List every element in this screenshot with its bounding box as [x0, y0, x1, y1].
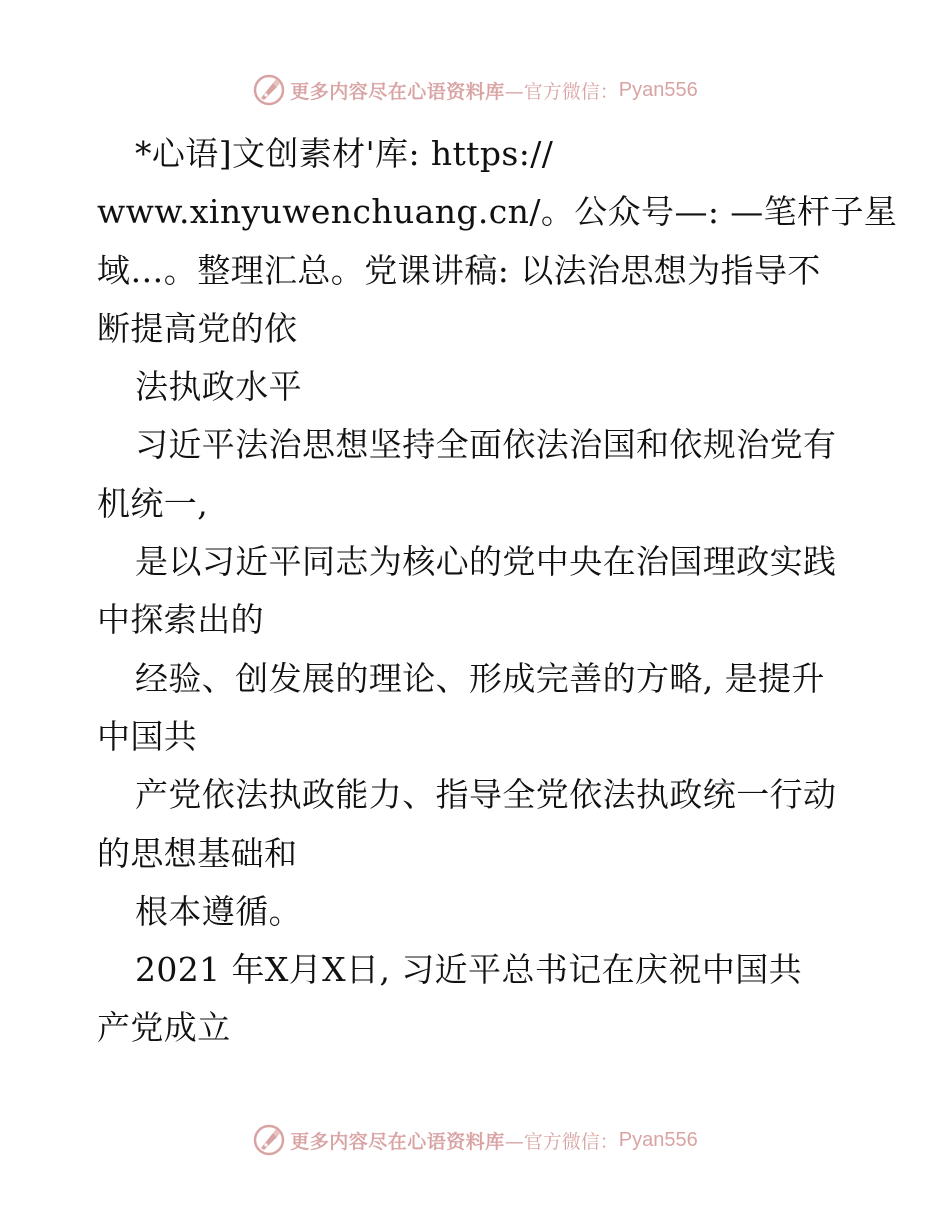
body-line: 经验、创发展的理论、形成完善的方略, 是提升 [135, 658, 825, 698]
header-watermark [0, 70, 950, 110]
watermark-text: 更多内容尽在心语资料库 [290, 80, 505, 103]
watermark-separator: —官方微信： [504, 80, 619, 103]
body-line: 的思想基础和 [97, 833, 298, 873]
body-line: 2021 年X月X日, 习近平总书记在庆祝中国共 [135, 950, 803, 990]
body-line: 中国共 [97, 716, 198, 756]
body-line: *心语]文创素材'库: https:// [135, 134, 554, 173]
body-line: 根本遵循。 [135, 891, 302, 931]
body-line: 断提高党的依 [97, 308, 298, 348]
body-line: 法执政水平 [135, 367, 302, 407]
pen-nib-logo-icon [252, 1123, 286, 1157]
body-line: 是以习近平同志为核心的党中央在治国理政实践 [135, 542, 837, 582]
watermark-text: 更多内容尽在心语资料库 [290, 1130, 505, 1153]
watermark-separator: —官方微信： [504, 1130, 619, 1153]
watermark-wechat-id: Pyan556 [618, 1128, 698, 1151]
body-line: 产党成立 [97, 1008, 231, 1048]
pen-nib-logo-icon [252, 73, 286, 107]
body-line: www.xinyuwenchuang.cn/。公众号—: —笔杆子星 [97, 192, 898, 232]
body-line: 产党依法执政能力、指导全党依法执政统一行动 [135, 775, 837, 815]
document-body [97, 125, 898, 1058]
body-line: 域…。整理汇总。党课讲稿: 以法治思想为指导不 [97, 250, 821, 290]
body-line: 中探索出的 [97, 600, 264, 640]
footer-watermark [0, 1120, 950, 1160]
watermark-wechat-id: Pyan556 [618, 78, 698, 101]
body-line: 习近平法治思想坚持全面依法治国和依规治党有 [135, 425, 837, 465]
body-line: 机统一, [97, 483, 209, 523]
